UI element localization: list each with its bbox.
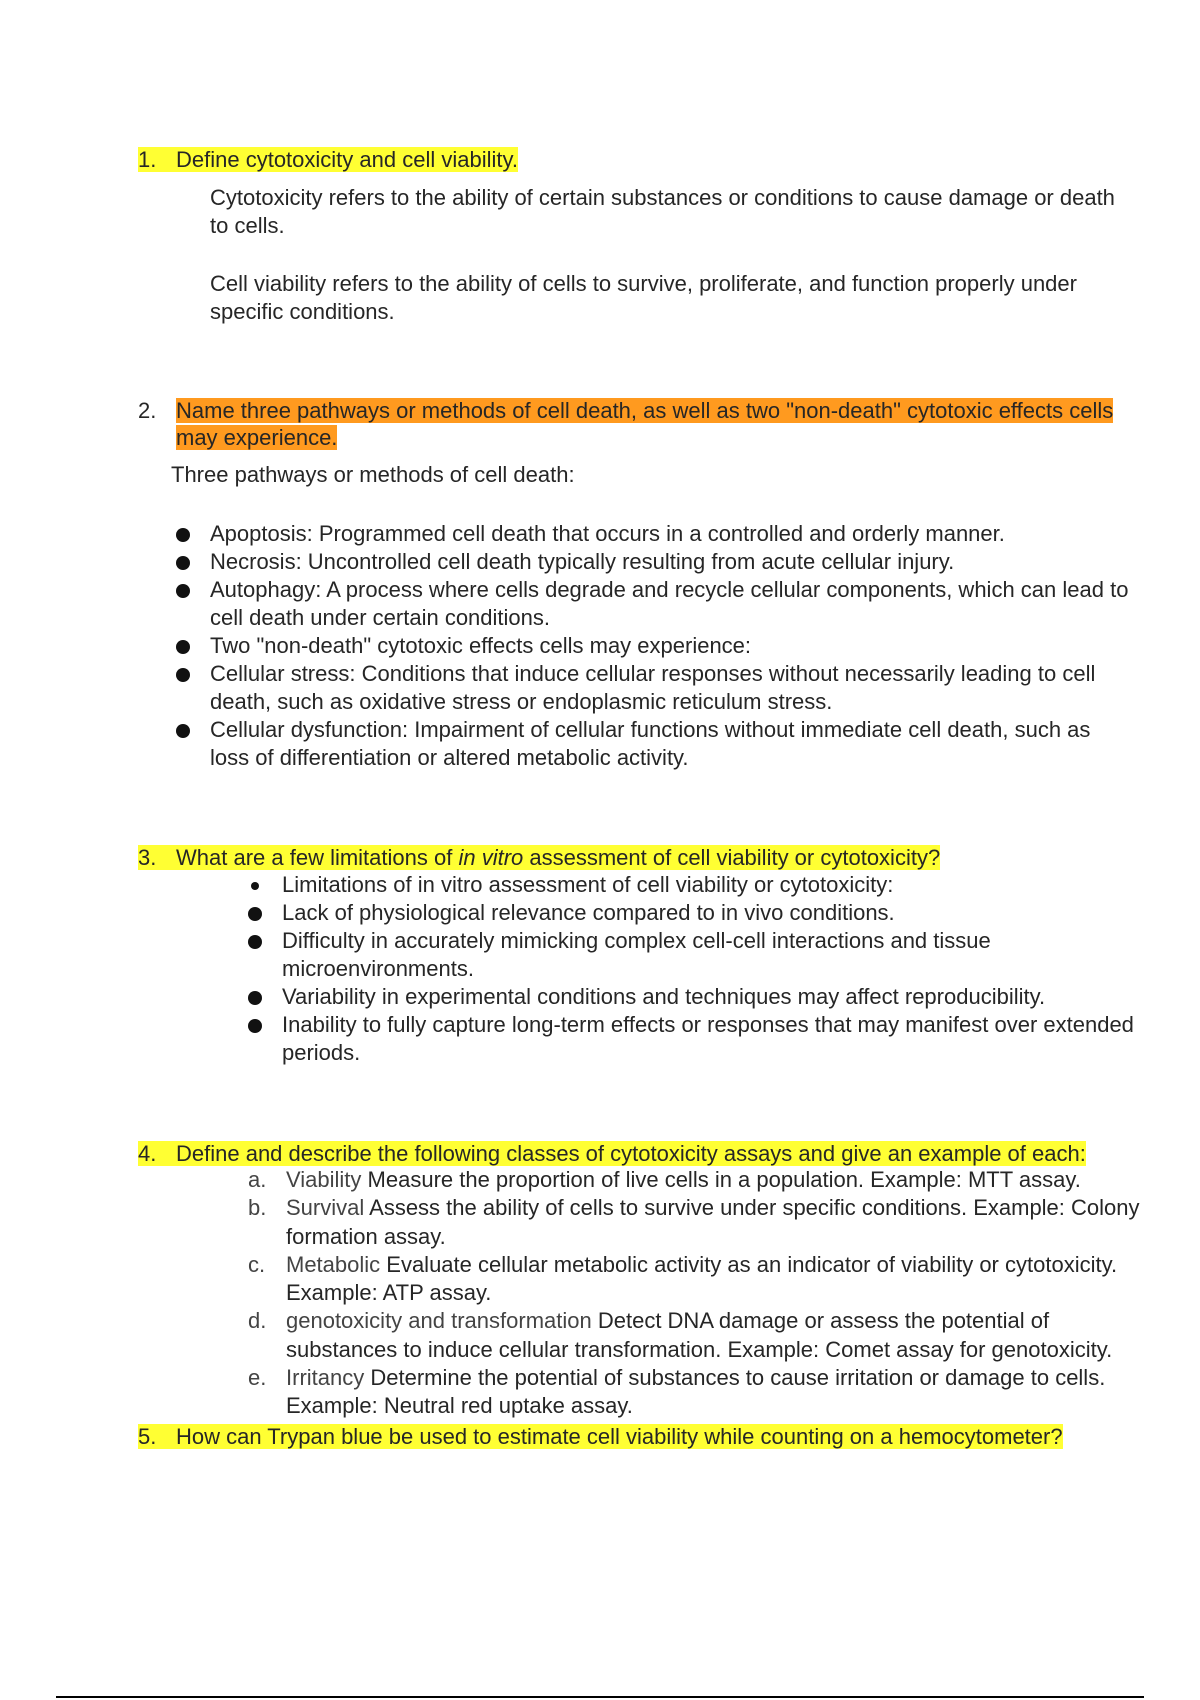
- question-3-highlight: 3. What are a few limitations of in vitro assessment of cell viability or cytotoxicity?: [138, 845, 941, 870]
- q4-assay-list: [246, 1166, 1140, 1421]
- assay-item-survival: b. Survival Assess the ability of cells to survive under specific conditions. Example: Colony formation assay.: [248, 1195, 1140, 1249]
- list-item: Limitations of in vitro assessment of cell viability or cytotoxicity:: [248, 871, 1134, 899]
- answer-line: Cytotoxicity refers to the ability of certain substances or conditions to cause damage or death: [210, 185, 1115, 210]
- page-bottom-rule: [56, 1696, 1144, 1698]
- bullet-icon: [176, 724, 190, 738]
- list-item: Apoptosis: Programmed cell death that occurs in a controlled and orderly manner.: [176, 520, 1128, 548]
- list-item: Lack of physiological relevance compared to in vivo conditions.: [248, 899, 1134, 927]
- list-item-continuation: death, such as oxidative stress or endoplasmic reticulum stress.: [210, 689, 833, 714]
- question-5: [138, 1423, 1063, 1450]
- list-item: Necrosis: Uncontrolled cell death typically resulting from acute cellular injury.: [176, 548, 1128, 576]
- question-1-highlight: [138, 147, 518, 172]
- list-item-continuation: loss of differentiation or altered metabolic activity.: [210, 745, 689, 770]
- bullet-icon: [176, 640, 190, 654]
- bullet-icon: [248, 991, 262, 1005]
- question-number: 3.: [138, 845, 157, 870]
- list-item: Autophagy: A process where cells degrade and recycle cellular components, which can lead to: [176, 576, 1128, 604]
- question-1: [138, 146, 518, 173]
- bullet-icon: [248, 907, 262, 921]
- q2-bullet-list: [176, 520, 1128, 772]
- list-item: Difficulty in accurately mimicking complex cell-cell interactions and tissue: [248, 927, 1134, 955]
- q1-answer-1: [210, 184, 1115, 240]
- question-2-text-line2: may experience.: [176, 425, 338, 450]
- bullet-icon: [176, 584, 190, 598]
- bullet-icon: [176, 668, 190, 682]
- question-number: 5.: [138, 1424, 157, 1449]
- question-3: [138, 844, 940, 871]
- list-item-continuation: periods.: [282, 1040, 361, 1065]
- bullet-icon: [248, 1019, 262, 1033]
- question-4: [138, 1140, 1086, 1167]
- assay-item-metabolic: c. Metabolic Evaluate cellular metabolic activity as an indicator of viability or cytotoxicity. Example: ATP assay.: [248, 1251, 1118, 1306]
- bullet-icon: [251, 882, 259, 890]
- q1-answer-2: [210, 270, 1077, 326]
- q2-intro: Three pathways or methods of cell death:: [171, 462, 575, 487]
- list-item: Inability to fully capture long-term effects or responses that may manifest over extended: [248, 1011, 1134, 1039]
- answer-line: specific conditions.: [210, 299, 395, 324]
- assay-item-genotoxicity: d. genotoxicity and transformation Detect DNA damage or assess the potential of substances to induce cellular transformation. Example: Comet assay for genotoxicity.: [248, 1308, 1113, 1362]
- bullet-icon: [248, 935, 262, 949]
- question-number: 4.: [138, 1141, 157, 1166]
- question-5-highlight: 5. How can Trypan blue be used to estimate cell viability while counting on a hemocytometer?: [138, 1424, 1063, 1449]
- bullet-icon: [176, 528, 190, 542]
- list-item: Two "non-death" cytotoxic effects cells may experience:: [176, 632, 1128, 660]
- list-item-continuation: microenvironments.: [282, 956, 474, 981]
- list-item: Cellular stress: Conditions that induce cellular responses without necessarily leading to cell: [176, 660, 1128, 688]
- assay-item-viability: a. Viability Measure the proportion of live cells in a population. Example: MTT assay.: [248, 1167, 1081, 1192]
- question-number: 1.: [138, 147, 157, 172]
- bullet-icon: [176, 556, 190, 570]
- question-4-highlight: 4. Define and describe the following classes of cytotoxicity assays and give an example of each:: [138, 1141, 1086, 1166]
- list-item: Variability in experimental conditions and techniques may affect reproducibility.: [248, 983, 1134, 1011]
- list-item-continuation: cell death under certain conditions.: [210, 605, 550, 630]
- question-number: 2.: [138, 398, 157, 423]
- list-item: Cellular dysfunction: Impairment of cellular functions without immediate cell death, such as: [176, 716, 1128, 744]
- question-2: [138, 397, 1113, 451]
- question-2-text-line1: Name three pathways or methods of cell death, as well as two "non-death" cytotoxic effects cells: [176, 398, 1114, 423]
- question-1-text: Define cytotoxicity and cell viability.: [176, 147, 518, 172]
- answer-line: to cells.: [210, 213, 285, 238]
- assay-item-irritancy: e. Irritancy Determine the potential of substances to cause irritation or damage to cells. Example: Neutral red uptake assay.: [248, 1365, 1106, 1419]
- q3-bullet-list: [248, 871, 1134, 1067]
- answer-line: Cell viability refers to the ability of cells to survive, proliferate, and function properly under: [210, 271, 1077, 296]
